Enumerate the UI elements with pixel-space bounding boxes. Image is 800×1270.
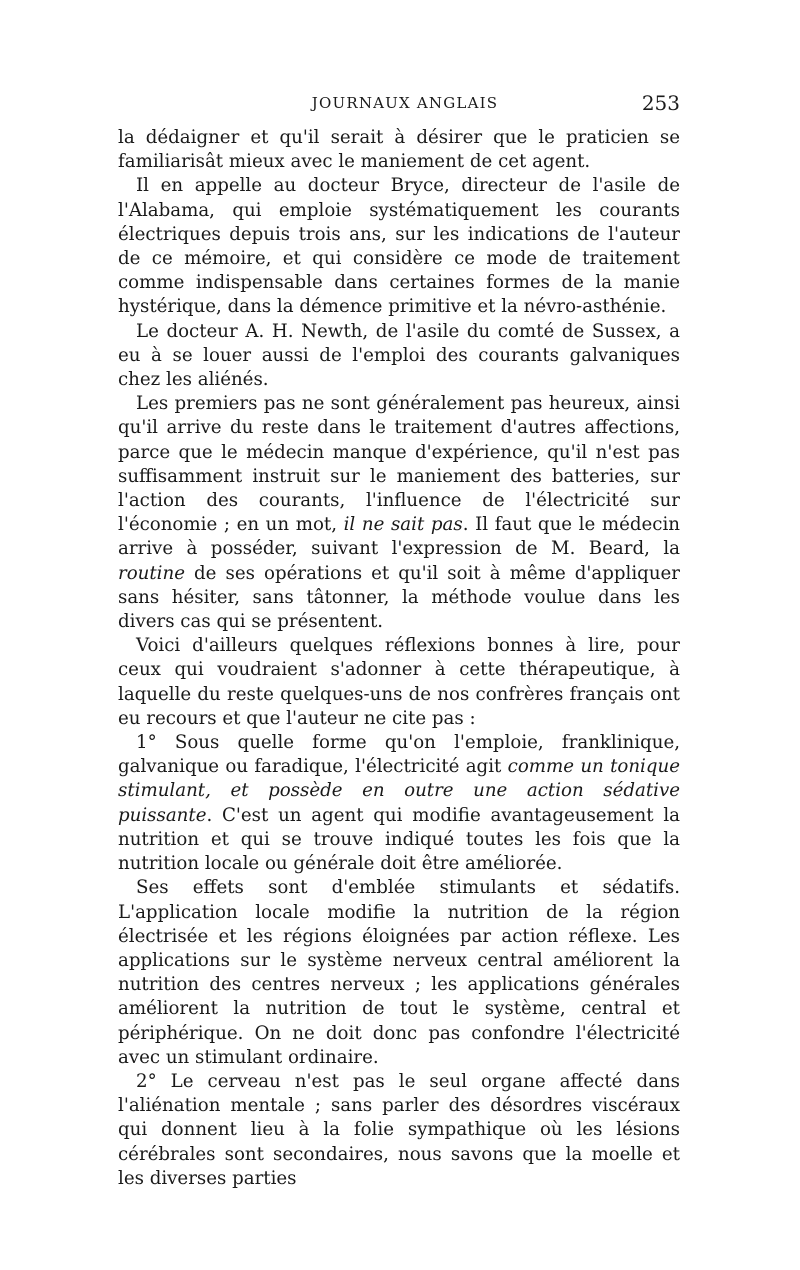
paragraph-text: Le docteur A. H. Newth, de l'asile du comté de Sussex, a eu à se louer aussi de l'emploi des courants galvaniques chez les aliénés. bbox=[118, 320, 680, 391]
italic-text: comme un tonique stimulant, et possède en outre une action sédative puissante bbox=[118, 756, 680, 826]
paragraph-text: de ses opérations et qu'il soit à même d'appliquer sans hésiter, sans tâtonner, la méthode voulue dans les divers cas qui se présentent. bbox=[118, 562, 680, 633]
paragraph bbox=[118, 731, 680, 876]
paragraph bbox=[118, 174, 680, 319]
italic-text: il ne sait pas bbox=[343, 514, 463, 536]
page-number: 253 bbox=[641, 91, 680, 115]
paragraph bbox=[118, 634, 680, 731]
paragraph-text: Les premiers pas ne sont généralement pas heureux, ainsi qu'il arrive du reste dans le traitement d'autres affections, parce que le médecin manque d'expérience, qu'il n'est pas suffisamment instruit sur le maniement des batteries, sur l'action des courants, l'influence de l'électricité sur l'économie ; en un mot, bbox=[118, 393, 680, 536]
running-head bbox=[118, 91, 680, 124]
paragraph bbox=[118, 876, 680, 1070]
paragraph bbox=[118, 320, 680, 393]
italic-text: routine bbox=[118, 562, 185, 584]
paragraph-text: Il en appelle au docteur Bryce, directeur de l'asile de l'Alabama, qui emploie systématiquement les courants électriques depuis trois ans, sur les indications de l'auteur de ce mémoire, et qui considère ce mode de traitement comme indispensable dans certaines formes de la manie hystérique, dans la démence primitive et la névro-asthénie. bbox=[118, 175, 680, 318]
paragraph bbox=[118, 126, 680, 174]
paragraph-text: . C'est un agent qui modifie avantageusement la nutrition et qui se trouve indiqué toutes les fois que la nutrition locale ou générale doit être améliorée. bbox=[118, 804, 680, 875]
paragraph-text: . Il faut que le médecin arrive à posséder, suivant l'expression de M. Beard, la bbox=[118, 514, 680, 560]
body-text bbox=[118, 126, 680, 1191]
paragraph-text: Ses effets sont d'emblée stimulants et sédatifs. L'application locale modifie la nutrition de la région électrisée et les régions éloignées par action réflexe. Les applications sur le système nerveux central améliorent la nutrition des centres nerveux ; les applications générales améliorent la nutrition de tout le système, central et périphérique. On ne doit donc pas confondre l'électricité avec un stimulant ordinaire. bbox=[118, 877, 680, 1068]
paragraph bbox=[118, 392, 680, 634]
running-title: JOURNAUX ANGLAIS bbox=[311, 94, 499, 112]
book-page bbox=[118, 91, 680, 1191]
paragraph bbox=[118, 1070, 680, 1191]
paragraph-text: la dédaigner et qu'il serait à désirer que le praticien se familiarisât mieux avec le maniement de cet agent. bbox=[118, 127, 680, 173]
paragraph-text: Voici d'ailleurs quelques réflexions bonnes à lire, pour ceux qui voudraient s'adonner à cette thérapeutique, à laquelle du reste quelques-uns de nos confrères français ont eu recours et que l'auteur ne cite pas : bbox=[118, 635, 680, 729]
paragraph-text: 1° Sous quelle forme qu'on l'emploie, franklinique, galvanique ou faradique, l'électricité agit bbox=[118, 732, 680, 778]
paragraph-text: 2° Le cerveau n'est pas le seul organe affecté dans l'aliénation mentale ; sans parler des désordres viscéraux qui donnent lieu à la folie sympathique où les lésions cérébrales sont secondaires, nous savons que la moelle et les diverses parties bbox=[118, 1070, 680, 1189]
